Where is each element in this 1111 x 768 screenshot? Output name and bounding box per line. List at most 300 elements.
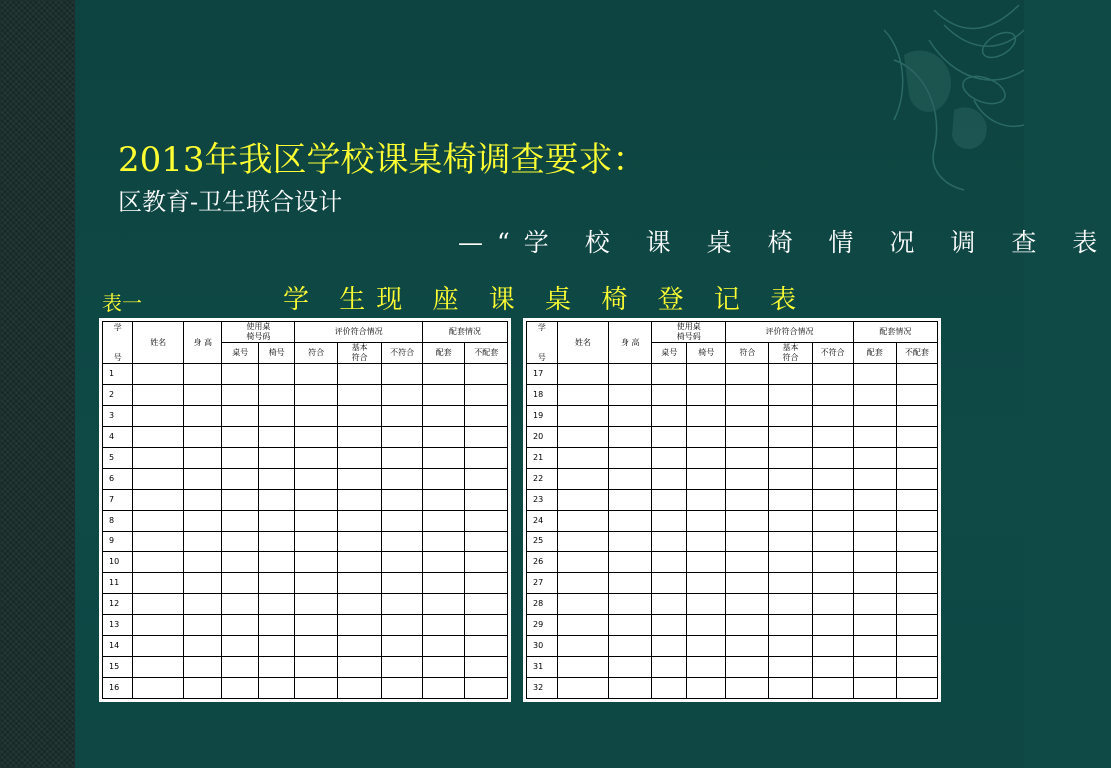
entry-cell[interactable] — [258, 489, 294, 510]
entry-cell[interactable] — [609, 426, 652, 447]
entry-cell[interactable] — [687, 573, 726, 594]
entry-cell[interactable] — [853, 468, 896, 489]
entry-cell[interactable] — [557, 657, 608, 678]
entry-cell[interactable] — [687, 468, 726, 489]
entry-cell[interactable] — [652, 405, 687, 426]
entry-cell[interactable] — [295, 531, 338, 552]
entry-cell[interactable] — [812, 531, 853, 552]
entry-cell[interactable] — [687, 384, 726, 405]
entry-cell[interactable] — [896, 531, 937, 552]
entry-cell[interactable] — [184, 531, 222, 552]
entry-cell[interactable] — [687, 615, 726, 636]
entry-cell[interactable] — [295, 468, 338, 489]
entry-cell[interactable] — [896, 678, 937, 699]
entry-cell[interactable] — [382, 364, 423, 385]
entry-cell[interactable] — [769, 510, 812, 531]
entry-cell[interactable] — [422, 468, 465, 489]
entry-cell[interactable] — [184, 594, 222, 615]
entry-cell[interactable] — [769, 489, 812, 510]
entry-cell[interactable] — [812, 510, 853, 531]
entry-cell[interactable] — [769, 531, 812, 552]
entry-cell[interactable] — [382, 384, 423, 405]
entry-cell[interactable] — [133, 678, 184, 699]
entry-cell[interactable] — [295, 405, 338, 426]
entry-cell[interactable] — [853, 678, 896, 699]
entry-cell[interactable] — [853, 531, 896, 552]
entry-cell[interactable] — [258, 636, 294, 657]
entry-cell[interactable] — [687, 447, 726, 468]
entry-cell[interactable] — [337, 636, 382, 657]
entry-cell[interactable] — [652, 552, 687, 573]
entry-cell[interactable] — [769, 678, 812, 699]
entry-cell[interactable] — [812, 405, 853, 426]
entry-cell[interactable] — [222, 447, 258, 468]
entry-cell[interactable] — [337, 552, 382, 573]
entry-cell[interactable] — [382, 468, 423, 489]
entry-cell[interactable] — [222, 510, 258, 531]
entry-cell[interactable] — [687, 426, 726, 447]
entry-cell[interactable] — [896, 405, 937, 426]
entry-cell[interactable] — [382, 573, 423, 594]
entry-cell[interactable] — [726, 447, 769, 468]
entry-cell[interactable] — [133, 510, 184, 531]
entry-cell[interactable] — [295, 510, 338, 531]
entry-cell[interactable] — [609, 552, 652, 573]
entry-cell[interactable] — [896, 552, 937, 573]
entry-cell[interactable] — [769, 552, 812, 573]
entry-cell[interactable] — [769, 657, 812, 678]
entry-cell[interactable] — [422, 364, 465, 385]
entry-cell[interactable] — [557, 447, 608, 468]
entry-cell[interactable] — [896, 364, 937, 385]
entry-cell[interactable] — [258, 468, 294, 489]
entry-cell[interactable] — [295, 594, 338, 615]
entry-cell[interactable] — [812, 615, 853, 636]
entry-cell[interactable] — [184, 426, 222, 447]
entry-cell[interactable] — [652, 364, 687, 385]
table-body — [527, 364, 938, 699]
entry-cell[interactable] — [465, 489, 508, 510]
entry-cell[interactable] — [184, 657, 222, 678]
entry-cell[interactable] — [133, 447, 184, 468]
entry-cell[interactable] — [133, 531, 184, 552]
entry-cell[interactable] — [726, 489, 769, 510]
entry-cell[interactable] — [557, 364, 608, 385]
entry-cell[interactable] — [295, 447, 338, 468]
entry-cell[interactable] — [382, 531, 423, 552]
entry-cell[interactable] — [687, 636, 726, 657]
entry-cell[interactable] — [222, 531, 258, 552]
entry-cell[interactable] — [465, 468, 508, 489]
entry-cell[interactable] — [133, 636, 184, 657]
entry-cell[interactable] — [337, 405, 382, 426]
student-number-cell: 11 — [103, 573, 133, 594]
header-matched: 配套 — [422, 343, 465, 364]
entry-cell[interactable] — [687, 552, 726, 573]
entry-cell[interactable] — [184, 405, 222, 426]
entry-cell[interactable] — [422, 636, 465, 657]
entry-cell[interactable] — [812, 364, 853, 385]
entry-cell[interactable] — [726, 636, 769, 657]
entry-cell[interactable] — [258, 552, 294, 573]
entry-cell[interactable] — [896, 657, 937, 678]
entry-cell[interactable] — [337, 615, 382, 636]
entry-cell[interactable] — [465, 405, 508, 426]
entry-cell[interactable] — [258, 426, 294, 447]
entry-cell[interactable] — [652, 489, 687, 510]
entry-cell[interactable] — [465, 678, 508, 699]
entry-cell[interactable] — [337, 510, 382, 531]
entry-cell[interactable] — [726, 552, 769, 573]
entry-cell[interactable] — [557, 531, 608, 552]
entry-cell[interactable] — [769, 364, 812, 385]
entry-cell[interactable] — [726, 405, 769, 426]
entry-cell[interactable] — [337, 573, 382, 594]
entry-cell[interactable] — [557, 573, 608, 594]
entry-cell[interactable] — [769, 594, 812, 615]
entry-cell[interactable] — [652, 678, 687, 699]
entry-cell[interactable] — [382, 615, 423, 636]
entry-cell[interactable] — [812, 636, 853, 657]
entry-cell[interactable] — [557, 615, 608, 636]
entry-cell[interactable] — [853, 615, 896, 636]
entry-cell[interactable] — [382, 426, 423, 447]
entry-cell[interactable] — [295, 657, 338, 678]
entry-cell[interactable] — [222, 636, 258, 657]
entry-cell[interactable] — [465, 447, 508, 468]
entry-cell[interactable] — [133, 468, 184, 489]
header-student-no: 学 号 — [527, 322, 558, 364]
entry-cell[interactable] — [258, 405, 294, 426]
entry-cell[interactable] — [853, 636, 896, 657]
entry-cell[interactable] — [133, 426, 184, 447]
entry-cell[interactable] — [652, 615, 687, 636]
entry-cell[interactable] — [258, 657, 294, 678]
entry-cell[interactable] — [422, 678, 465, 699]
entry-cell[interactable] — [295, 426, 338, 447]
entry-cell[interactable] — [652, 594, 687, 615]
entry-cell[interactable] — [337, 678, 382, 699]
entry-cell[interactable] — [687, 594, 726, 615]
entry-cell[interactable] — [609, 468, 652, 489]
entry-cell[interactable] — [422, 657, 465, 678]
entry-cell[interactable] — [652, 468, 687, 489]
entry-cell[interactable] — [382, 594, 423, 615]
entry-cell[interactable] — [609, 573, 652, 594]
entry-cell[interactable] — [812, 384, 853, 405]
entry-cell[interactable] — [422, 552, 465, 573]
entry-cell[interactable] — [769, 615, 812, 636]
entry-cell[interactable] — [652, 573, 687, 594]
entry-cell[interactable] — [382, 447, 423, 468]
entry-cell[interactable] — [812, 594, 853, 615]
entry-cell[interactable] — [609, 657, 652, 678]
entry-cell[interactable] — [133, 364, 184, 385]
entry-cell[interactable] — [687, 489, 726, 510]
entry-cell[interactable] — [853, 573, 896, 594]
entry-cell[interactable] — [337, 364, 382, 385]
entry-cell[interactable] — [769, 426, 812, 447]
entry-cell[interactable] — [853, 657, 896, 678]
entry-cell[interactable] — [812, 447, 853, 468]
entry-cell[interactable] — [896, 447, 937, 468]
entry-cell[interactable] — [295, 573, 338, 594]
entry-cell[interactable] — [687, 510, 726, 531]
entry-cell[interactable] — [726, 364, 769, 385]
entry-cell[interactable] — [853, 510, 896, 531]
entry-cell[interactable] — [133, 384, 184, 405]
entry-cell[interactable] — [652, 657, 687, 678]
table-row — [527, 531, 938, 552]
entry-cell[interactable] — [726, 615, 769, 636]
entry-cell[interactable] — [726, 657, 769, 678]
entry-cell[interactable] — [812, 489, 853, 510]
entry-cell[interactable] — [382, 678, 423, 699]
entry-cell[interactable] — [184, 489, 222, 510]
entry-cell[interactable] — [184, 510, 222, 531]
entry-cell[interactable] — [222, 615, 258, 636]
entry-cell[interactable] — [652, 636, 687, 657]
entry-cell[interactable] — [222, 489, 258, 510]
entry-cell[interactable] — [726, 531, 769, 552]
entry-cell[interactable] — [687, 678, 726, 699]
entry-cell[interactable] — [133, 657, 184, 678]
entry-cell[interactable] — [769, 405, 812, 426]
entry-cell[interactable] — [295, 552, 338, 573]
header-basic-fits: 基本 符合 — [337, 343, 382, 364]
entry-cell[interactable] — [295, 678, 338, 699]
entry-cell[interactable] — [557, 405, 608, 426]
entry-cell[interactable] — [133, 405, 184, 426]
entry-cell[interactable] — [853, 405, 896, 426]
entry-cell[interactable] — [609, 531, 652, 552]
entry-cell[interactable] — [382, 405, 423, 426]
entry-cell[interactable] — [184, 636, 222, 657]
entry-cell[interactable] — [337, 468, 382, 489]
entry-cell[interactable] — [222, 405, 258, 426]
entry-cell[interactable] — [726, 468, 769, 489]
entry-cell[interactable] — [295, 364, 338, 385]
entry-cell[interactable] — [687, 531, 726, 552]
entry-cell[interactable] — [422, 489, 465, 510]
table-row — [527, 678, 938, 699]
entry-cell[interactable] — [337, 594, 382, 615]
entry-cell[interactable] — [687, 657, 726, 678]
entry-cell[interactable] — [258, 447, 294, 468]
entry-cell[interactable] — [769, 468, 812, 489]
entry-cell[interactable] — [557, 678, 608, 699]
entry-cell[interactable] — [222, 573, 258, 594]
entry-cell[interactable] — [769, 636, 812, 657]
entry-cell[interactable] — [609, 364, 652, 385]
entry-cell[interactable] — [295, 489, 338, 510]
entry-cell[interactable] — [133, 615, 184, 636]
entry-cell[interactable] — [184, 447, 222, 468]
entry-cell[interactable] — [465, 573, 508, 594]
entry-cell[interactable] — [557, 489, 608, 510]
entry-cell[interactable] — [896, 594, 937, 615]
entry-cell[interactable] — [337, 384, 382, 405]
entry-cell[interactable] — [422, 384, 465, 405]
table-row — [103, 615, 508, 636]
entry-cell[interactable] — [465, 594, 508, 615]
entry-cell[interactable] — [896, 426, 937, 447]
entry-cell[interactable] — [465, 384, 508, 405]
registration-table-left — [99, 318, 511, 702]
entry-cell[interactable] — [133, 594, 184, 615]
entry-cell[interactable] — [896, 615, 937, 636]
entry-cell[interactable] — [557, 510, 608, 531]
entry-cell[interactable] — [465, 657, 508, 678]
entry-cell[interactable] — [896, 489, 937, 510]
entry-cell[interactable] — [896, 468, 937, 489]
entry-cell[interactable] — [853, 426, 896, 447]
entry-cell[interactable] — [133, 552, 184, 573]
entry-cell[interactable] — [258, 384, 294, 405]
entry-cell[interactable] — [652, 510, 687, 531]
entry-cell[interactable] — [609, 510, 652, 531]
entry-cell[interactable] — [812, 426, 853, 447]
entry-cell[interactable] — [133, 573, 184, 594]
entry-cell[interactable] — [609, 636, 652, 657]
entry-cell[interactable] — [652, 426, 687, 447]
entry-cell[interactable] — [853, 552, 896, 573]
entry-cell[interactable] — [609, 678, 652, 699]
entry-cell[interactable] — [769, 384, 812, 405]
entry-cell[interactable] — [258, 573, 294, 594]
entry-cell[interactable] — [184, 552, 222, 573]
entry-cell[interactable] — [422, 405, 465, 426]
entry-cell[interactable] — [184, 573, 222, 594]
entry-cell[interactable] — [557, 636, 608, 657]
entry-cell[interactable] — [812, 678, 853, 699]
entry-cell[interactable] — [222, 384, 258, 405]
entry-cell[interactable] — [222, 678, 258, 699]
entry-cell[interactable] — [382, 489, 423, 510]
entry-cell[interactable] — [652, 384, 687, 405]
entry-cell[interactable] — [726, 594, 769, 615]
entry-cell[interactable] — [337, 426, 382, 447]
entry-cell[interactable] — [337, 489, 382, 510]
entry-cell[interactable] — [609, 384, 652, 405]
entry-cell[interactable] — [184, 615, 222, 636]
entry-cell[interactable] — [258, 678, 294, 699]
entry-cell[interactable] — [726, 384, 769, 405]
entry-cell[interactable] — [422, 510, 465, 531]
entry-cell[interactable] — [295, 615, 338, 636]
entry-cell[interactable] — [812, 552, 853, 573]
entry-cell[interactable] — [258, 615, 294, 636]
entry-cell[interactable] — [465, 552, 508, 573]
entry-cell[interactable] — [422, 447, 465, 468]
entry-cell[interactable] — [422, 615, 465, 636]
entry-cell[interactable] — [295, 636, 338, 657]
entry-cell[interactable] — [337, 447, 382, 468]
entry-cell[interactable] — [812, 657, 853, 678]
entry-cell[interactable] — [557, 594, 608, 615]
entry-cell[interactable] — [295, 384, 338, 405]
entry-cell[interactable] — [382, 510, 423, 531]
entry-cell[interactable] — [687, 364, 726, 385]
entry-cell[interactable] — [652, 531, 687, 552]
entry-cell[interactable] — [133, 489, 184, 510]
entry-cell[interactable] — [258, 510, 294, 531]
entry-cell[interactable] — [222, 468, 258, 489]
entry-cell[interactable] — [726, 510, 769, 531]
entry-cell[interactable] — [853, 384, 896, 405]
entry-cell[interactable] — [382, 636, 423, 657]
entry-cell[interactable] — [609, 594, 652, 615]
entry-cell[interactable] — [652, 447, 687, 468]
entry-cell[interactable] — [258, 364, 294, 385]
entry-cell[interactable] — [896, 384, 937, 405]
entry-cell[interactable] — [465, 615, 508, 636]
entry-cell[interactable] — [184, 678, 222, 699]
entry-cell[interactable] — [812, 468, 853, 489]
entry-cell[interactable] — [465, 531, 508, 552]
entry-cell[interactable] — [222, 657, 258, 678]
entry-cell[interactable] — [557, 468, 608, 489]
entry-cell[interactable] — [896, 510, 937, 531]
entry-cell[interactable] — [609, 405, 652, 426]
entry-cell[interactable] — [422, 531, 465, 552]
entry-cell[interactable] — [557, 426, 608, 447]
student-number-cell: 10 — [103, 552, 133, 573]
entry-cell[interactable] — [422, 426, 465, 447]
entry-cell[interactable] — [609, 615, 652, 636]
entry-cell[interactable] — [557, 552, 608, 573]
entry-cell[interactable] — [769, 573, 812, 594]
entry-cell[interactable] — [184, 468, 222, 489]
entry-cell[interactable] — [382, 657, 423, 678]
entry-cell[interactable] — [337, 531, 382, 552]
entry-cell[interactable] — [609, 489, 652, 510]
entry-cell[interactable] — [184, 364, 222, 385]
entry-cell[interactable] — [465, 636, 508, 657]
entry-cell[interactable] — [853, 364, 896, 385]
entry-cell[interactable] — [726, 678, 769, 699]
entry-cell[interactable] — [465, 510, 508, 531]
entry-cell[interactable] — [853, 489, 896, 510]
entry-cell[interactable] — [258, 531, 294, 552]
entry-cell[interactable] — [465, 426, 508, 447]
entry-cell[interactable] — [896, 573, 937, 594]
entry-cell[interactable] — [422, 573, 465, 594]
entry-cell[interactable] — [812, 573, 853, 594]
table-label: 表一 — [102, 291, 142, 315]
entry-cell[interactable] — [557, 384, 608, 405]
entry-cell[interactable] — [687, 405, 726, 426]
entry-cell[interactable] — [465, 364, 508, 385]
entry-cell[interactable] — [382, 552, 423, 573]
entry-cell[interactable] — [258, 594, 294, 615]
entry-cell[interactable] — [222, 552, 258, 573]
entry-cell[interactable] — [769, 447, 812, 468]
entry-cell[interactable] — [222, 426, 258, 447]
entry-cell[interactable] — [896, 636, 937, 657]
entry-cell[interactable] — [184, 384, 222, 405]
entry-cell[interactable] — [853, 447, 896, 468]
entry-cell[interactable] — [337, 657, 382, 678]
entry-cell[interactable] — [726, 573, 769, 594]
entry-cell[interactable] — [222, 594, 258, 615]
entry-cell[interactable] — [726, 426, 769, 447]
entry-cell[interactable] — [222, 364, 258, 385]
entry-cell[interactable] — [609, 447, 652, 468]
entry-cell[interactable] — [853, 594, 896, 615]
entry-cell[interactable] — [422, 594, 465, 615]
table-row — [103, 657, 508, 678]
